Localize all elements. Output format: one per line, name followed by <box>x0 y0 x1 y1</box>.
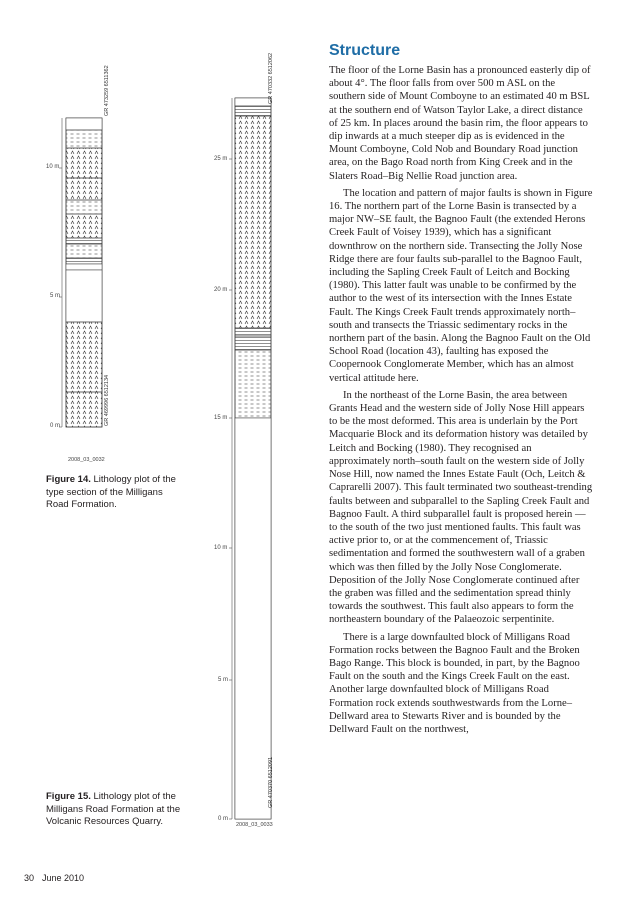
figure-14-caption-text: Lithology plot of the type section of the Milligans Road Formation. <box>46 474 176 510</box>
fig14-axis-5m: 5 m <box>50 293 61 299</box>
figure-14-label: Figure 14. <box>46 474 91 485</box>
fig14-gr-bottom: GR 469996 6512134 <box>104 374 110 426</box>
paragraph-1: The floor of the Lorne Basin has a pronounced easterly dip of about 4°. The floor falls from over 500 m ASL on the southern side of Mount Comboyne to an estimated 40 m BSL at the southern end of Watson Taylor Lake, a direct distance of 25 km. In places around the basin rim, the floor appears to dip inwards at a much steeper dip as is evidenced in the Mount Comboyne, Cold Nob and Boundary Road junction area, on the Bago Road north from King Creek and in the Slaters Road–Big Nellie Road junction area. <box>329 65 591 182</box>
figure-15-caption-text: Lithology plot of the Milligans Road Formation at the Volcanic Resources Quarry. <box>46 791 181 827</box>
fig15-axis-5m: 5 m <box>218 677 229 683</box>
article-body <box>329 64 594 740</box>
issue-date: June 2010 <box>42 873 85 883</box>
fig15-axis-10m: 10 m <box>214 545 228 551</box>
fig14-axis-0m: 0 m <box>50 423 61 429</box>
paragraph-2: The location and pattern of major faults is shown in Figure 16. The northern part of the Lorne Basin is transected by a major NW–SE fault, the Bagnoo Fault (the extended Herons Creek Fault of Voisey 1939), which has a significant downthrow on the northern side. Transecting the Jolly Nose Ridge there are four faults sub-parallel to the Bagnoo Fault, including the Sapling Creek Fault of Leitch and Bocking (1980). This latter fault was unable to be confirmed by the author to the west of its intersection with the Innes Estate Fault. The Kings Creek Fault trends approximately north–south and transects the Triassic sedimentary rocks in the northern part of the basin. Along the Bagnoo Fault on the Old School Road (location 43), faulting has exposed the Coopernook Conglomerate Member, which has an almost vertical attitude here. <box>329 187 593 384</box>
fig15-axis-0m: 0 m <box>218 816 229 822</box>
figure-15-caption <box>46 791 196 829</box>
fig14-plot-code: 2008_03_0032 <box>68 457 105 463</box>
page-number: 30 <box>24 873 35 883</box>
figure-15-label: Figure 15. <box>46 791 91 802</box>
fig15-axis-25m: 25 m <box>214 156 228 162</box>
fig15-plot-code: 2008_03_0033 <box>236 822 273 828</box>
page-footer <box>24 873 92 883</box>
figure-14-caption <box>46 474 176 512</box>
figure-15-lithology-column <box>220 90 300 830</box>
fig14-axis-10m: 10 m <box>46 164 60 170</box>
fig15-gr-top: GR 470332 6512062 <box>268 52 274 104</box>
section-heading: Structure <box>329 42 401 59</box>
fig15-gr-bottom: GR 470370 6512091 <box>268 756 274 808</box>
paragraph-4: There is a large downfaulted block of Milligans Road Formation rocks between the Bagnoo Fault and the Broken Bago Range. This block is bounded, in part, by the Bagnoo Fault on the south and the Kings Creek Fault on the east. Another large downfaulted block of Milligans Road Formation rock extends southwestwards from the Lorne–Dellward area to Stewarts River and is bounded by the Dellward Fault on the northwest, <box>329 631 580 735</box>
fig14-gr-top: GR 473259 6511362 <box>104 65 110 116</box>
paragraph-3: In the northeast of the Lorne Basin, the area between Grants Head and the western side of Jolly Nose Hill appears to be the most deformed. This area is underlain by the Port Macquarie Block and its deformation history was detailed by Leitch and Bocking (1980). They recognised an approximately north–south fault on the western side of Jolly Nose Hill, now named the Innes Estate Fault (Och, Leitch & Caprarelli 2007). This fault terminated two southeast-trending faults between and subparallel to the Sapling Creek Fault and Bagnoo Fault. A third subparallel fault is proposed herein — to the south of the two just mentioned faults. This fault was active prior to, or at the commencement of, Triassic sedimentation and formed the southwestern wall of a graben which was then filled by the Jolly Nose Conglomerate. Deposition of the Jolly Nose Conglomerate continued after the graben was filled and the sedimentation spread thinly towards the southwest. This fault also appears to form the northeastern boundary of the Palaeozoic serpentinite. <box>329 389 593 626</box>
fig15-axis-20m: 20 m <box>214 287 228 293</box>
fig15-axis-15m: 15 m <box>214 415 228 421</box>
